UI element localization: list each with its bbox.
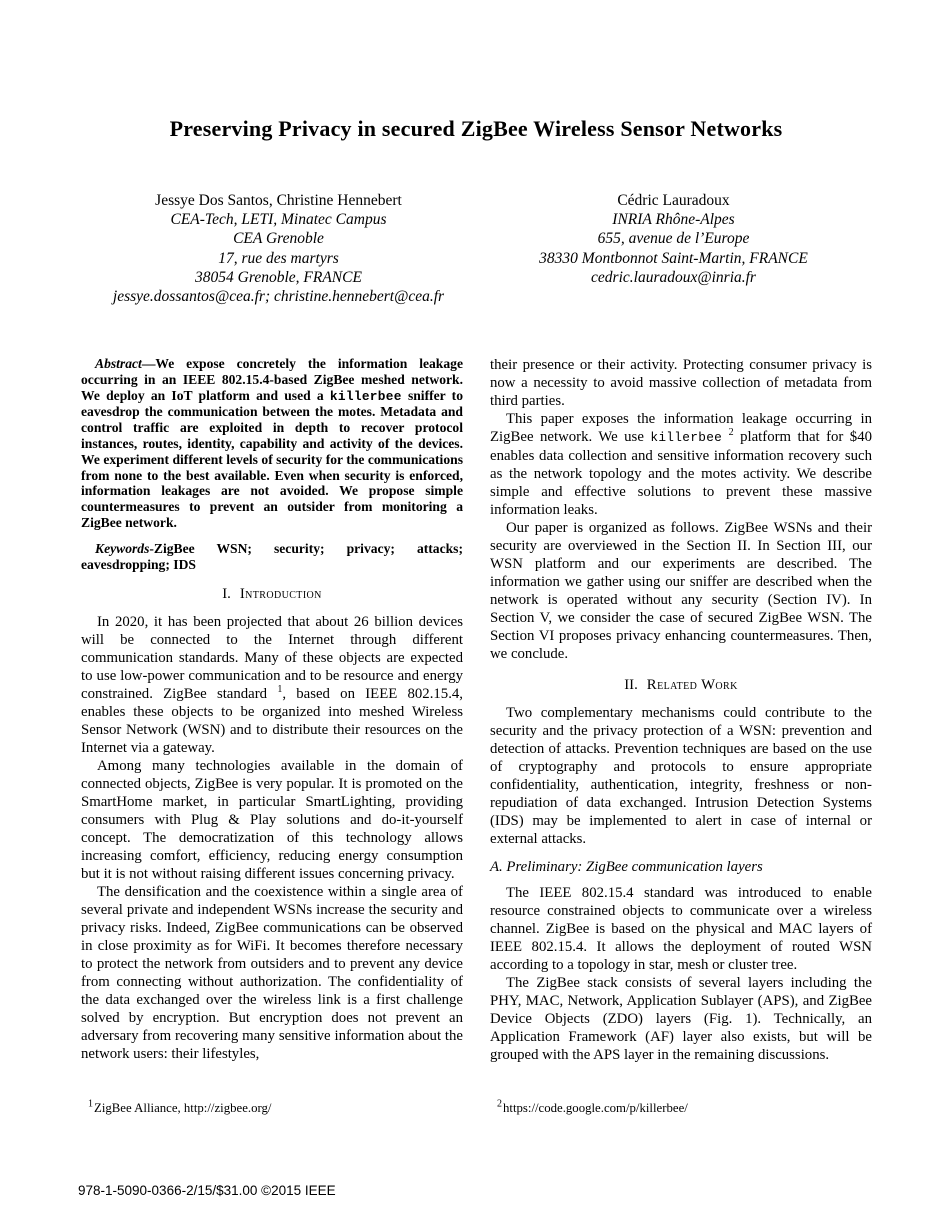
paragraph-text: , based on IEEE 802.15.4, enables these objects to be organized into meshed Wireless Sensor Network (WSN) and to distribute their resources on the Internet via a gateway. <box>81 686 463 757</box>
author-emails-left: jessye.dossantos@cea.fr; christine.hennebert@cea.fr <box>112 288 445 306</box>
footnote-ref-2: 2 <box>728 427 734 439</box>
abstract-label: Abstract <box>95 356 142 371</box>
author-blocks <box>81 191 871 306</box>
paragraph-text: platform that for $40 enables data collection and sensitive information recovery such as the network topology and the motes activity. We describe simple and effective solutions to prevent these massive information leaks. <box>490 429 873 518</box>
author-names-left: Jessye Dos Santos, Christine Hennebert <box>155 192 402 209</box>
author-names-right: Cédric Lauradoux <box>617 192 730 209</box>
copyright-notice: 978-1-5090-0366-2/15/$31.00 ©2015 IEEE <box>78 1183 336 1198</box>
keywords-label: Keywords <box>95 540 150 556</box>
author-emails-right: cedric.lauradoux@inria.fr <box>591 268 756 286</box>
paragraph-zigbee-stack: The ZigBee stack consists of several layers including the PHY, MAC, Network, Application Sublayer (APS), and ZigBee Device Objects (ZDO) layers (Fig. 1). Technically, an Application Framework (AF) layer also exists, but will be grouped with the APS layer in the remaining discussions. <box>490 975 872 1063</box>
intro-paragraph-3: The densification and the coexistence within a single area of several private and independent WSNs increase the security and privacy risks. Indeed, ZigBee communications can be observed in close proximity as for WiFi. It becomes therefore necessary to protect the network from outsiders and to prevent any device from connecting without authorization. The confidentiality of the data exchanged over the wireless link is a first challenge solved by encryption. But encryption does not prevent an adversary from recovering many sensitive information about the network users: their lifestyles, <box>81 884 463 1063</box>
killerbee-term: killerbee <box>650 430 723 445</box>
footnote-ref-1: 1 <box>277 684 283 696</box>
footnote-1-text: ZigBee Alliance, http://zigbee.org/ <box>94 1101 272 1115</box>
paper-title: Preserving Privacy in secured ZigBee Wireless Sensor Networks <box>169 116 783 141</box>
footnote-2-marker: 2 <box>497 1098 502 1110</box>
author-affiliation-line: INRIA Rhône-Alpes <box>612 211 735 229</box>
paragraph-ieee-standard: The IEEE 802.15.4 standard was introduced to enable resource constrained objects to communicate over a wireless channel. ZigBee is based on the physical and MAC layers of IEEE 802.15.4. It allows the deployment of routed WSN according to a topology in star, mesh or cluster tree. <box>490 885 872 973</box>
section-number: II. <box>624 677 638 693</box>
author-affiliation-line: CEA Grenoble <box>233 230 324 248</box>
paragraph-paper-organization: Our paper is organized as follows. ZigBee WSNs and their security are overviewed in the Section II. In Section III, our WSN platform and our experiments are described. The information we gather using our sniffer are described when the network is operated without any security (Section IV). In Section V, we consider the case of secured ZigBee WSN. The Section VI proposes privacy enhancing countermeasures. Then, we conclude. <box>490 520 872 662</box>
left-column <box>81 356 463 1063</box>
related-work-paragraph: Two complementary mechanisms could contribute to the security and the privacy protection of a WSN: prevention and detection of attacks. Prevention techniques are based on the use of cryptography and protocols to ensure appropriate confidentiality, authentication, integrity, freshness or non-repudiation of data exchanged. Intrusion Detection Systems (IDS) may be implemented to alert in case of internal or external attacks. <box>490 705 872 847</box>
abstract-text-2: sniffer to eavesdrop the communication between the motes. Metadata and control traffic are exploited in depth to recover protocol instances, routes, identity, capability and activity of the devices. We experiment different levels of security for the communications from none to the best available. Even when security is enforced, information leakages are not avoided. We propose simple countermeasures to prevent an outsider from monitoring a ZigBee network. <box>81 387 463 530</box>
author-affiliation-line: CEA-Tech, LETI, Minatec Campus <box>170 211 387 229</box>
author-block-left <box>81 191 476 306</box>
keywords-text: -ZigBee WSN; security; privacy; attacks; eavesdropping; IDS <box>81 540 463 572</box>
subsection-heading-preliminary: A. Preliminary: ZigBee communication layers <box>490 859 763 875</box>
section-number: I. <box>222 586 231 603</box>
right-column <box>490 356 872 1064</box>
footnote-2 <box>497 1098 879 1116</box>
author-affiliation-line: 38330 Montbonnot Saint-Martin, FRANCE <box>539 249 808 267</box>
section-heading-related-work <box>490 676 872 694</box>
intro-paragraph-2: Among many technologies available in the domain of connected objects, ZigBee is very popular. It is promoted on the SmartHome market, in particular SmartLighting, providing consumers with Plug & Play solutions and do-it-yourself concept. The democratization of this technology allows increasing comfort, efficiency, reducing energy consumption but it is not without raising different issues concerning privacy. <box>81 758 463 883</box>
author-affiliation-line: 655, avenue de l’Europe <box>597 230 750 248</box>
section-heading-introduction <box>81 585 463 603</box>
section-title: Related Work <box>646 677 738 693</box>
paragraph-text: In 2020, it has been projected that about 26 billion devices will be connected to the Internet through different communication standards. Many of these objects are expected to use low-power communication and to be resource and energy constrained. ZigBee standard <box>81 614 463 703</box>
paragraph-text: This paper exposes the information leakage occurring in ZigBee network. We use <box>490 411 872 445</box>
footnote-2-text: https://code.google.com/p/killerbee/ <box>503 1101 688 1115</box>
abstract-paragraph <box>81 356 463 531</box>
keywords-paragraph <box>81 541 463 573</box>
author-affiliation-line: 38054 Grenoble, FRANCE <box>195 268 362 286</box>
intro-paragraph-1 <box>81 613 463 757</box>
killerbee-term: killerbee <box>329 388 402 404</box>
footnote-1 <box>88 1098 470 1116</box>
section-title: Introduction <box>239 586 322 603</box>
author-affiliation-line: 17, rue des martyrs <box>218 249 339 267</box>
intro-paragraph-3-continued: their presence or their activity. Protecting consumer privacy is now a necessity to avoid massive collection of metadata from third parties. <box>490 357 872 409</box>
paragraph-this-paper <box>490 410 872 519</box>
footnote-1-marker: 1 <box>88 1098 93 1110</box>
abstract-text-1: —We expose concretely the information leakage occurring in an IEEE 802.15.4-based ZigBee meshed network. We deploy an IoT platform and used a <box>81 356 463 403</box>
author-block-right <box>476 191 871 306</box>
